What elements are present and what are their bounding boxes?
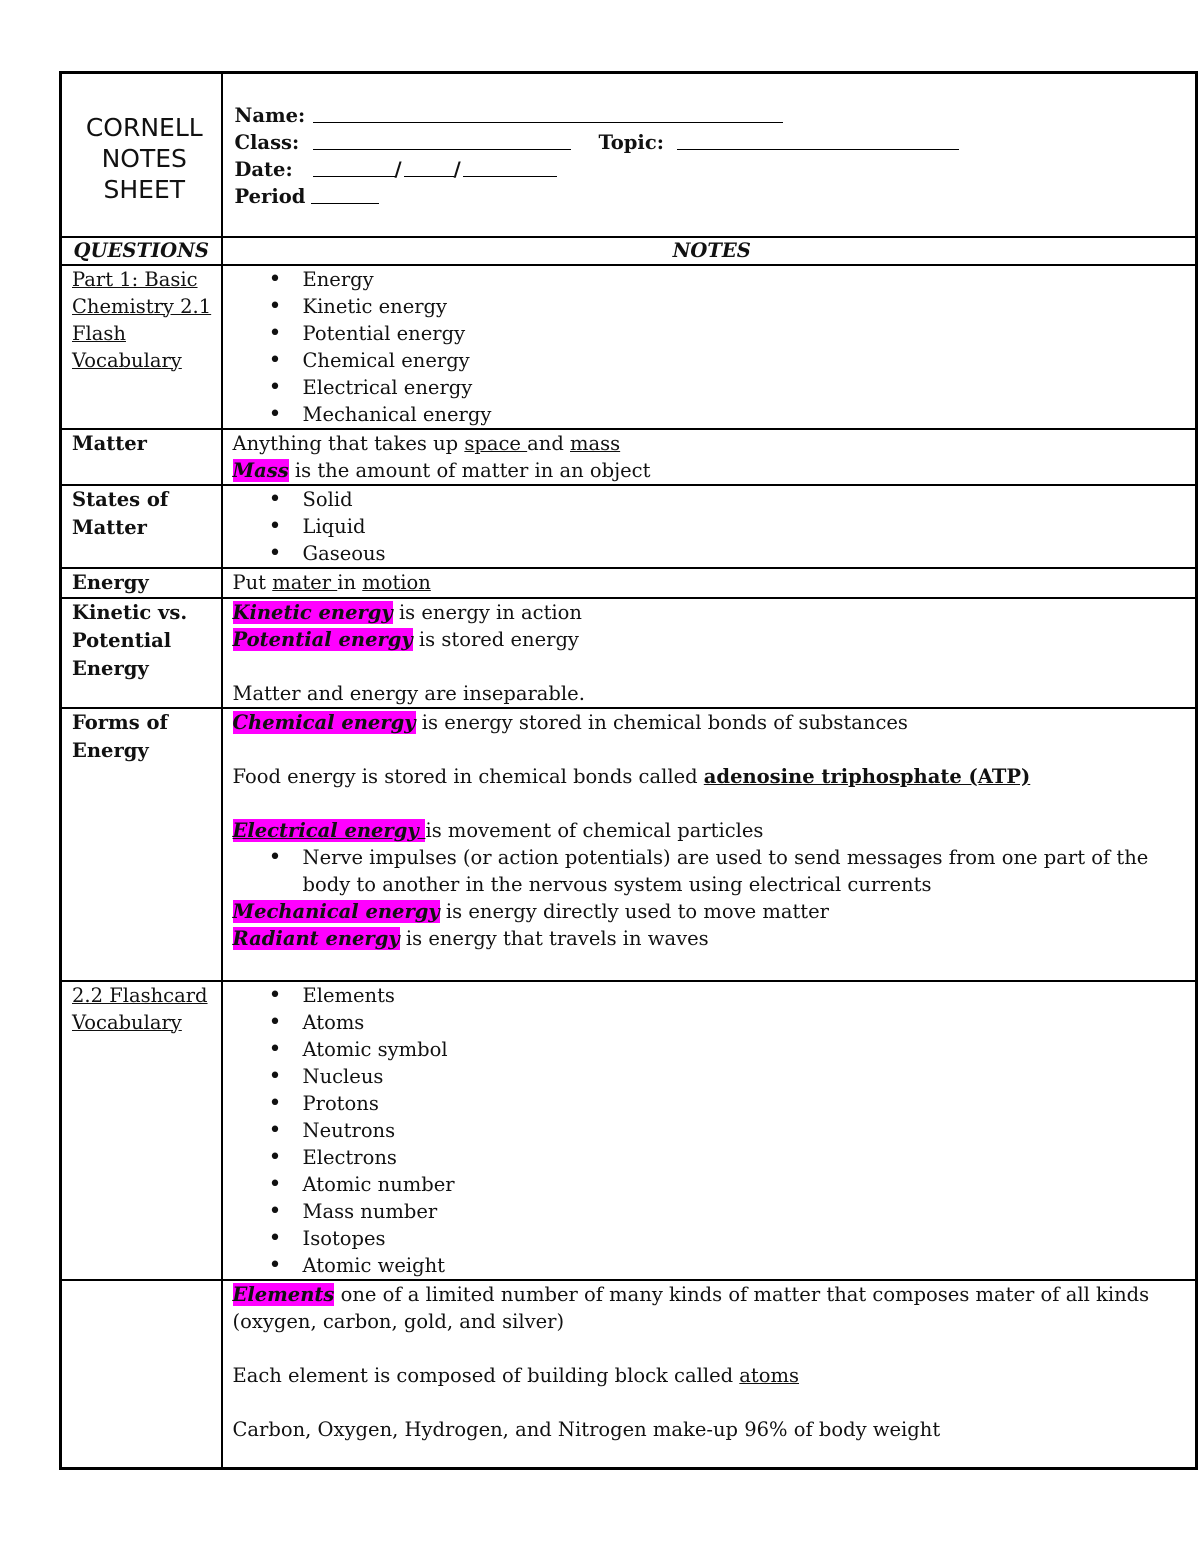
sheet-title [62,74,222,237]
cornell-notes-sheet [59,71,1198,1470]
list-item: • Gaseous [303,540,1192,567]
spacer [233,736,1192,763]
question-kinetic: Kinetic vs. [72,600,188,624]
period-label: Period [234,185,306,208]
highlighted-term: Potential energy [232,627,413,651]
underlined-term: space [464,431,528,455]
states-list [233,486,1192,567]
text: is energy in action [392,600,582,624]
list-item: • Atoms [303,1009,1192,1036]
text: is movement of chemical particles [425,818,764,842]
list-item: • Atomic number [303,1171,1192,1198]
spacer [233,653,1192,680]
underlined-term: mater [272,570,338,594]
notes-cell [222,265,1196,429]
row-energy [62,568,1196,598]
list-item: • Elements [303,982,1192,1009]
list-item: • Electrons [303,1144,1192,1171]
list-item: • Nucleus [303,1063,1192,1090]
list-item: • Nerve impulses (or action potentials) are used to send messages from one part of the body to another in the nervous system using electrical currents [303,844,1192,898]
highlighted-term: Kinetic energy [232,600,393,624]
text: and [527,431,571,455]
list-item: • Mechanical energy [303,401,1192,428]
potential-definition [233,626,1192,653]
student-info [222,74,1196,237]
question-states: Matter [72,515,147,539]
highlighted-term: Elements [232,1282,335,1306]
column-header-row [62,237,1196,265]
list-item: • Neutrons [303,1117,1192,1144]
header-row [62,74,1196,237]
question-forms: Energy [72,738,149,762]
spacer [233,790,1192,817]
food-energy-note [233,763,1192,790]
mechanical-definition [233,898,1192,925]
list-item: • Kinetic energy [303,293,1192,320]
title-line: NOTES [101,144,187,173]
title-line: CORNELL [85,113,203,142]
highlighted-term: Chemical energy [232,710,416,734]
date-separator: / [394,158,402,181]
body-weight-note: Carbon, Oxygen, Hydrogen, and Nitrogen make-up 96% of body weight [232,1417,941,1441]
question-cell [62,568,222,598]
notes-cell [222,429,1196,485]
row-kinetic [62,598,1196,708]
row-states [62,485,1196,568]
text: Each element is composed of building block called [232,1363,740,1387]
class-row [235,129,1192,156]
mass-definition [233,457,1192,484]
date-day-field[interactable] [404,156,454,177]
text: is the amount of matter in an object [288,458,651,482]
row-elements [62,1280,1196,1468]
atp-term: adenosine triphosphate (ATP) [703,764,1031,788]
notes-cell [222,1280,1196,1468]
period-field[interactable] [311,183,379,204]
text: Food energy is stored in chemical bonds called [232,764,704,788]
list-item: • Atomic weight [303,1252,1192,1279]
list-item: • Atomic symbol [303,1036,1192,1063]
energy-definition [233,569,1192,596]
list-item: • Isotopes [303,1225,1192,1252]
date-label: Date: [234,158,293,181]
kinetic-definition [233,599,1192,626]
text: Anything that takes up [232,431,465,455]
list-item: • Mass number [303,1198,1192,1225]
list-item: • Energy [303,266,1192,293]
notes-cell [222,568,1196,598]
notes-cell [222,598,1196,708]
list-item: • Protons [303,1090,1192,1117]
question-flash22: 2.2 Flashcard Vocabulary [72,983,208,1034]
period-row [235,183,1192,210]
text: is energy directly used to move matter [439,899,829,923]
electrical-list [233,844,1192,898]
question-cell [62,981,222,1280]
atoms-note [233,1362,1192,1389]
underlined-term: motion [362,570,431,594]
class-label: Class: [234,131,300,154]
date-separator: / [453,158,461,181]
vocab-list [233,982,1192,1279]
electrical-definition [233,817,1192,844]
inseparable-note: Matter and energy are inseparable. [232,681,585,705]
question-forms: Forms of [72,710,168,734]
date-row [235,156,1192,183]
question-cell [62,598,222,708]
row-flash22 [62,981,1196,1280]
question-energy: Energy [72,570,149,594]
notes-header: NOTES [222,237,1196,265]
question-cell [62,265,222,429]
row-part1 [62,265,1196,429]
list-item: • Potential energy [303,320,1192,347]
text: one of a limited number of many kinds of matter that composes mater of all kinds (oxygen, carbon, gold, and silver) [232,1282,1150,1333]
list-item: • Electrical energy [303,374,1192,401]
question-matter: Matter [72,431,147,455]
notes-cell [222,981,1196,1280]
list-item: • Liquid [303,513,1192,540]
highlighted-term: Radiant energy [232,926,400,950]
spacer [233,1335,1192,1362]
notes-table [61,73,1196,1468]
name-field[interactable] [313,102,783,123]
topic-field[interactable] [677,129,959,150]
matter-definition [233,430,1192,457]
underlined-term: atoms [739,1363,799,1387]
text: in [337,570,363,594]
highlighted-term: Electrical energy [232,818,426,842]
row-forms [62,708,1196,981]
question-cell [62,429,222,485]
date-year-field[interactable] [463,156,557,177]
vocab-list [233,266,1192,428]
question-part1: Part 1: Basic Chemistry 2.1 Flash Vocabulary [72,267,212,372]
questions-header: QUESTIONS [62,237,222,265]
text: is energy that travels in waves [399,926,709,950]
class-field[interactable] [313,129,571,150]
text: Put [232,570,273,594]
question-cell [62,485,222,568]
question-cell-empty [62,1280,222,1468]
question-kinetic: Potential [72,628,172,652]
highlighted-term: Mechanical energy [232,899,440,923]
question-cell [62,708,222,981]
name-row [235,102,1192,129]
spacer [233,1389,1192,1416]
row-matter [62,429,1196,485]
underlined-term: mass [570,431,621,455]
list-item: • Chemical energy [303,347,1192,374]
text: is energy stored in chemical bonds of substances [415,710,908,734]
highlighted-term: Mass [232,458,289,482]
notes-cell [222,708,1196,981]
notes-cell [222,485,1196,568]
date-month-field[interactable] [313,156,395,177]
question-kinetic: Energy [72,656,149,680]
elements-definition [233,1281,1192,1335]
title-line: SHEET [103,175,186,204]
radiant-definition [233,925,1192,952]
question-states: States of [72,487,169,511]
chemical-definition [233,709,1192,736]
text: is stored energy [412,627,579,651]
name-label: Name: [234,104,306,127]
topic-label: Topic: [598,131,664,154]
list-item: • Solid [303,486,1192,513]
